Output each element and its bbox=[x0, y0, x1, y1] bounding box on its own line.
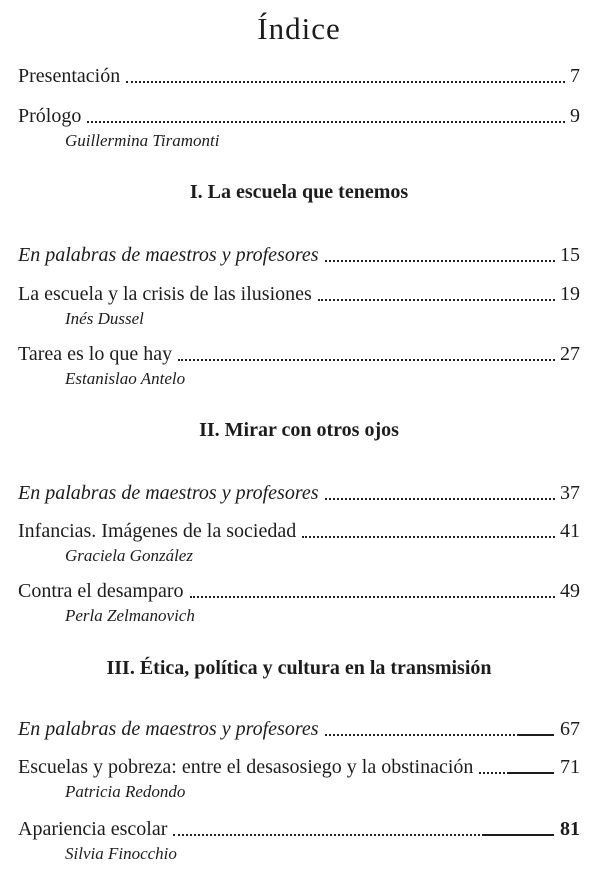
entry-title: Infancias. Imágenes de la sociedad bbox=[18, 520, 297, 542]
dotted-leader bbox=[190, 596, 556, 598]
entry-title: En palabras de maestros y profesores bbox=[18, 718, 319, 740]
dotted-leader bbox=[87, 121, 565, 123]
page-title: Índice bbox=[257, 11, 341, 46]
section-heading: III. Ética, política y cultura en la transmisión bbox=[106, 657, 492, 679]
page-number: 19 bbox=[560, 283, 580, 305]
line-leader bbox=[484, 834, 554, 836]
toc-entry bbox=[18, 104, 580, 128]
entry-author: Silvia Finocchio bbox=[65, 844, 177, 863]
toc-entry bbox=[18, 519, 580, 543]
line-leader bbox=[519, 734, 554, 736]
section-heading: II. Mirar con otros ojos bbox=[199, 419, 399, 441]
dotted-leader bbox=[325, 260, 555, 262]
dotted-leader bbox=[318, 299, 555, 301]
toc-entry bbox=[18, 342, 580, 366]
entry-author: Guillermina Tiramonti bbox=[65, 131, 220, 150]
page-number: 27 bbox=[560, 343, 580, 365]
toc-entry bbox=[18, 579, 580, 603]
dotted-leader bbox=[126, 81, 565, 83]
entry-title: En palabras de maestros y profesores bbox=[18, 244, 319, 266]
entry-title: Prólogo bbox=[18, 105, 82, 127]
page-number: 71 bbox=[560, 756, 580, 778]
page-number: 7 bbox=[570, 65, 580, 87]
entry-author: Graciela González bbox=[65, 546, 193, 565]
entry-title: Tarea es lo que hay bbox=[18, 343, 173, 365]
line-leader bbox=[509, 772, 554, 774]
page-number: 41 bbox=[560, 520, 580, 542]
toc-entry bbox=[18, 243, 580, 267]
entry-author: Estanislao Antelo bbox=[65, 369, 186, 388]
entry-title: Presentación bbox=[18, 65, 121, 87]
entry-author: Patricia Redondo bbox=[65, 782, 186, 801]
page-number: 67 bbox=[560, 718, 580, 740]
page-number: 49 bbox=[560, 580, 580, 602]
dotted-leader bbox=[479, 772, 509, 774]
entry-author: Inés Dussel bbox=[65, 309, 144, 328]
page-number: 9 bbox=[570, 105, 580, 127]
entry-title: Escuelas y pobreza: entre el desasosiego y la obstinación bbox=[18, 756, 474, 778]
entry-title: La escuela y la crisis de las ilusiones bbox=[18, 283, 312, 305]
entry-author: Perla Zelmanovich bbox=[65, 606, 195, 625]
dotted-leader bbox=[302, 536, 555, 538]
toc-entry bbox=[18, 755, 580, 779]
entry-title: En palabras de maestros y profesores bbox=[18, 482, 319, 504]
dotted-leader bbox=[178, 359, 555, 361]
page-number: 15 bbox=[560, 244, 580, 266]
entry-title: Apariencia escolar bbox=[18, 818, 168, 840]
toc-entry bbox=[18, 282, 580, 306]
toc-entry bbox=[18, 481, 580, 505]
dotted-leader bbox=[325, 734, 519, 736]
entry-title: Contra el desamparo bbox=[18, 580, 184, 602]
toc-entry bbox=[18, 817, 580, 841]
toc-entry bbox=[18, 717, 580, 741]
dotted-leader bbox=[173, 834, 484, 836]
section-heading: I. La escuela que tenemos bbox=[189, 181, 409, 203]
toc-entry bbox=[18, 64, 580, 88]
dotted-leader bbox=[325, 498, 555, 500]
page-number: 37 bbox=[560, 482, 580, 504]
page-number: 81 bbox=[560, 818, 580, 840]
